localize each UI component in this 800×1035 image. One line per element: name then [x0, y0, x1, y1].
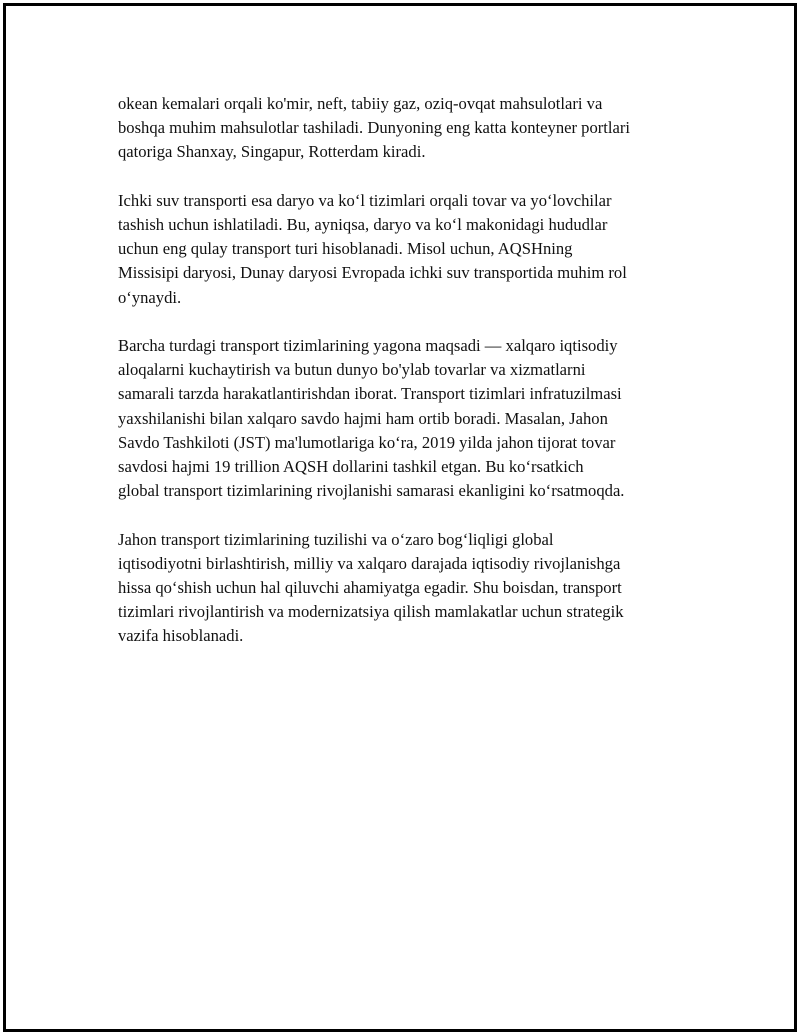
text-line: aloqalarni kuchaytirish va butun dunyo bo'ylab tovarlar va xizmatlarni	[118, 360, 586, 380]
text-line: global transport tizimlarining rivojlanishi samarasi ekanligini ko‘rsatmoqda.	[118, 481, 625, 501]
text-line: tizimlari rivojlantirish va modernizatsiya qilish mamlakatlar uchun strategik	[118, 602, 624, 622]
text-line: savdosi hajmi 19 trillion AQSH dollarini tashkil etgan. Bu ko‘rsatkich	[118, 457, 584, 477]
paragraph-ocean-shipping	[118, 92, 690, 165]
text-line: uchun eng qulay transport turi hisoblanadi. Misol uchun, AQSHning	[118, 239, 573, 259]
paragraph-transport-goal	[118, 334, 690, 503]
text-line: Barcha turdagi transport tizimlarining yagona maqsadi — xalqaro iqtisodiy	[118, 336, 618, 355]
document-body	[118, 92, 690, 673]
text-line: Jahon transport tizimlarining tuzilishi va o‘zaro bog‘liqligi global	[118, 529, 554, 549]
text-line: yaxshilanishi bilan xalqaro savdo hajmi ham ortib boradi. Masalan, Jahon	[118, 408, 608, 428]
text-line: hissa qo‘shish uchun hal qiluvchi ahamiyatga egadir. Shu boisdan, transport	[118, 578, 622, 598]
text-line: vazifa hisoblanadi.	[118, 626, 244, 646]
text-line: iqtisodiyotni birlashtirish, milliy va xalqaro darajada iqtisodiy rivojlanishga	[118, 553, 621, 573]
text-line: Ichki suv transporti esa daryo va ko‘l tizimlari orqali tovar va yo‘lovchilar	[118, 190, 612, 210]
text-line: boshqa muhim mahsulotlar tashiladi. Dunyoning eng katta konteyner portlari	[118, 118, 630, 138]
text-line: Savdo Tashkiloti (JST) ma'lumotlariga ko‘ra, 2019 yilda jahon tijorat tovar	[118, 432, 616, 452]
text-line: samarali tarzda harakatlantirishdan iborat. Transport tizimlari infratuzilmasi	[118, 384, 622, 404]
text-line: qatoriga Shanxay, Singapur, Rotterdam kiradi.	[118, 142, 426, 162]
paragraph-conclusion	[118, 528, 690, 649]
text-line: o‘ynaydi.	[118, 287, 182, 307]
text-line: Missisipi daryosi, Dunay daryosi Evropada ichki suv transportida muhim rol	[118, 263, 627, 283]
text-line: okean kemalari orqali ko'mir, neft, tabiiy gaz, oziq-ovqat mahsulotlari va	[118, 94, 603, 113]
paragraph-inland-water-transport	[118, 189, 690, 310]
text-line: tashish uchun ishlatiladi. Bu, ayniqsa, daryo va ko‘l makonidagi hududlar	[118, 215, 608, 234]
